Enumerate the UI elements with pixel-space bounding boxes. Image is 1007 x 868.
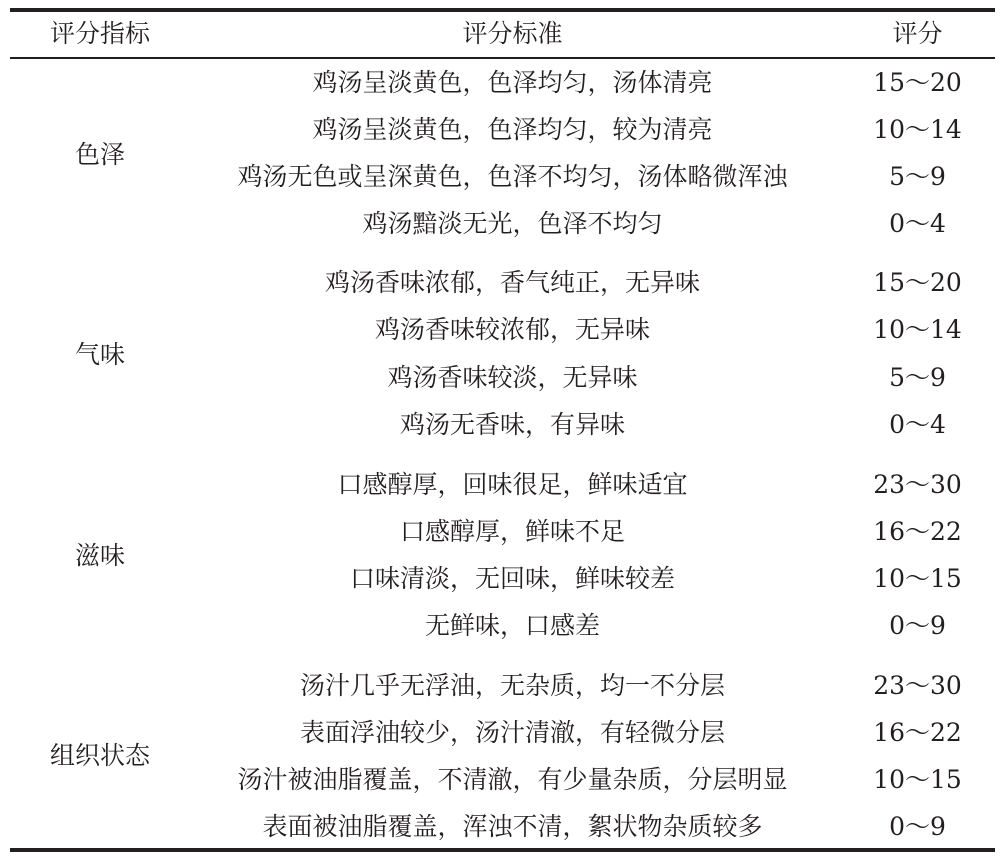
criteria-cell: 表面被油脂覆盖，浑浊不清，絮状物杂质较多 [262, 812, 763, 841]
criteria-cell: 口味清淡，无回味，鲜味较差 [349, 564, 675, 593]
criteria-cell: 鸡汤香味较浓郁，无异味 [374, 315, 650, 344]
criteria-cell: 鸡汤无色或呈深黄色，色泽不均匀，汤体略微浑浊 [237, 162, 788, 191]
score-cell: 0～4 [889, 209, 946, 238]
score-cell: 10～15 [873, 765, 962, 794]
criteria-cell: 鸡汤黯淡无光，色泽不均匀 [362, 209, 663, 238]
criteria-cell: 无鲜味，口感差 [424, 611, 600, 640]
indicator-label: 色泽 [74, 140, 125, 169]
score-cell: 23～30 [873, 671, 962, 700]
header-criteria: 评分标准 [462, 19, 563, 48]
score-cell: 15～20 [873, 268, 962, 297]
criteria-cell: 鸡汤呈淡黄色，色泽均匀，较为清亮 [312, 115, 713, 144]
criteria-cell: 口感醇厚，回味很足，鲜味适宜 [337, 470, 688, 499]
header-score: 评分 [892, 19, 943, 48]
criteria-cell: 鸡汤香味较淡，无异味 [387, 363, 638, 392]
score-cell: 23～30 [873, 470, 962, 499]
criteria-cell: 表面浮油较少，汤汁清澈，有轻微分层 [299, 718, 725, 747]
criteria-cell: 鸡汤香味浓郁，香气纯正，无异味 [324, 268, 700, 297]
score-cell: 5～9 [889, 363, 946, 392]
score-cell: 16～22 [873, 718, 962, 747]
score-cell: 10～15 [873, 564, 962, 593]
criteria-cell: 鸡汤呈淡黄色，色泽均匀，汤体清亮 [312, 68, 713, 97]
score-cell: 15～20 [873, 68, 962, 97]
score-cell: 0～4 [889, 410, 946, 439]
indicator-label: 组织状态 [49, 741, 150, 770]
score-cell: 16～22 [873, 517, 962, 546]
table-bottom-rule [10, 848, 995, 852]
score-cell: 10～14 [873, 315, 962, 344]
indicator-label: 气味 [74, 340, 125, 369]
indicator-label: 滋味 [74, 541, 125, 570]
score-cell: 5～9 [889, 162, 946, 191]
score-cell: 0～9 [889, 611, 946, 640]
table-top-rule [10, 8, 995, 12]
score-cell: 0～9 [889, 812, 946, 841]
header-indicator: 评分指标 [49, 19, 150, 48]
criteria-cell: 鸡汤无香味，有异味 [399, 410, 625, 439]
criteria-cell: 汤汁几乎无浮油，无杂质，均一不分层 [299, 671, 725, 700]
criteria-cell: 汤汁被油脂覆盖，不清澈，有少量杂质，分层明显 [237, 765, 788, 794]
header-rule [10, 57, 995, 59]
score-cell: 10～14 [873, 115, 962, 144]
criteria-cell: 口感醇厚，鲜味不足 [399, 517, 625, 546]
